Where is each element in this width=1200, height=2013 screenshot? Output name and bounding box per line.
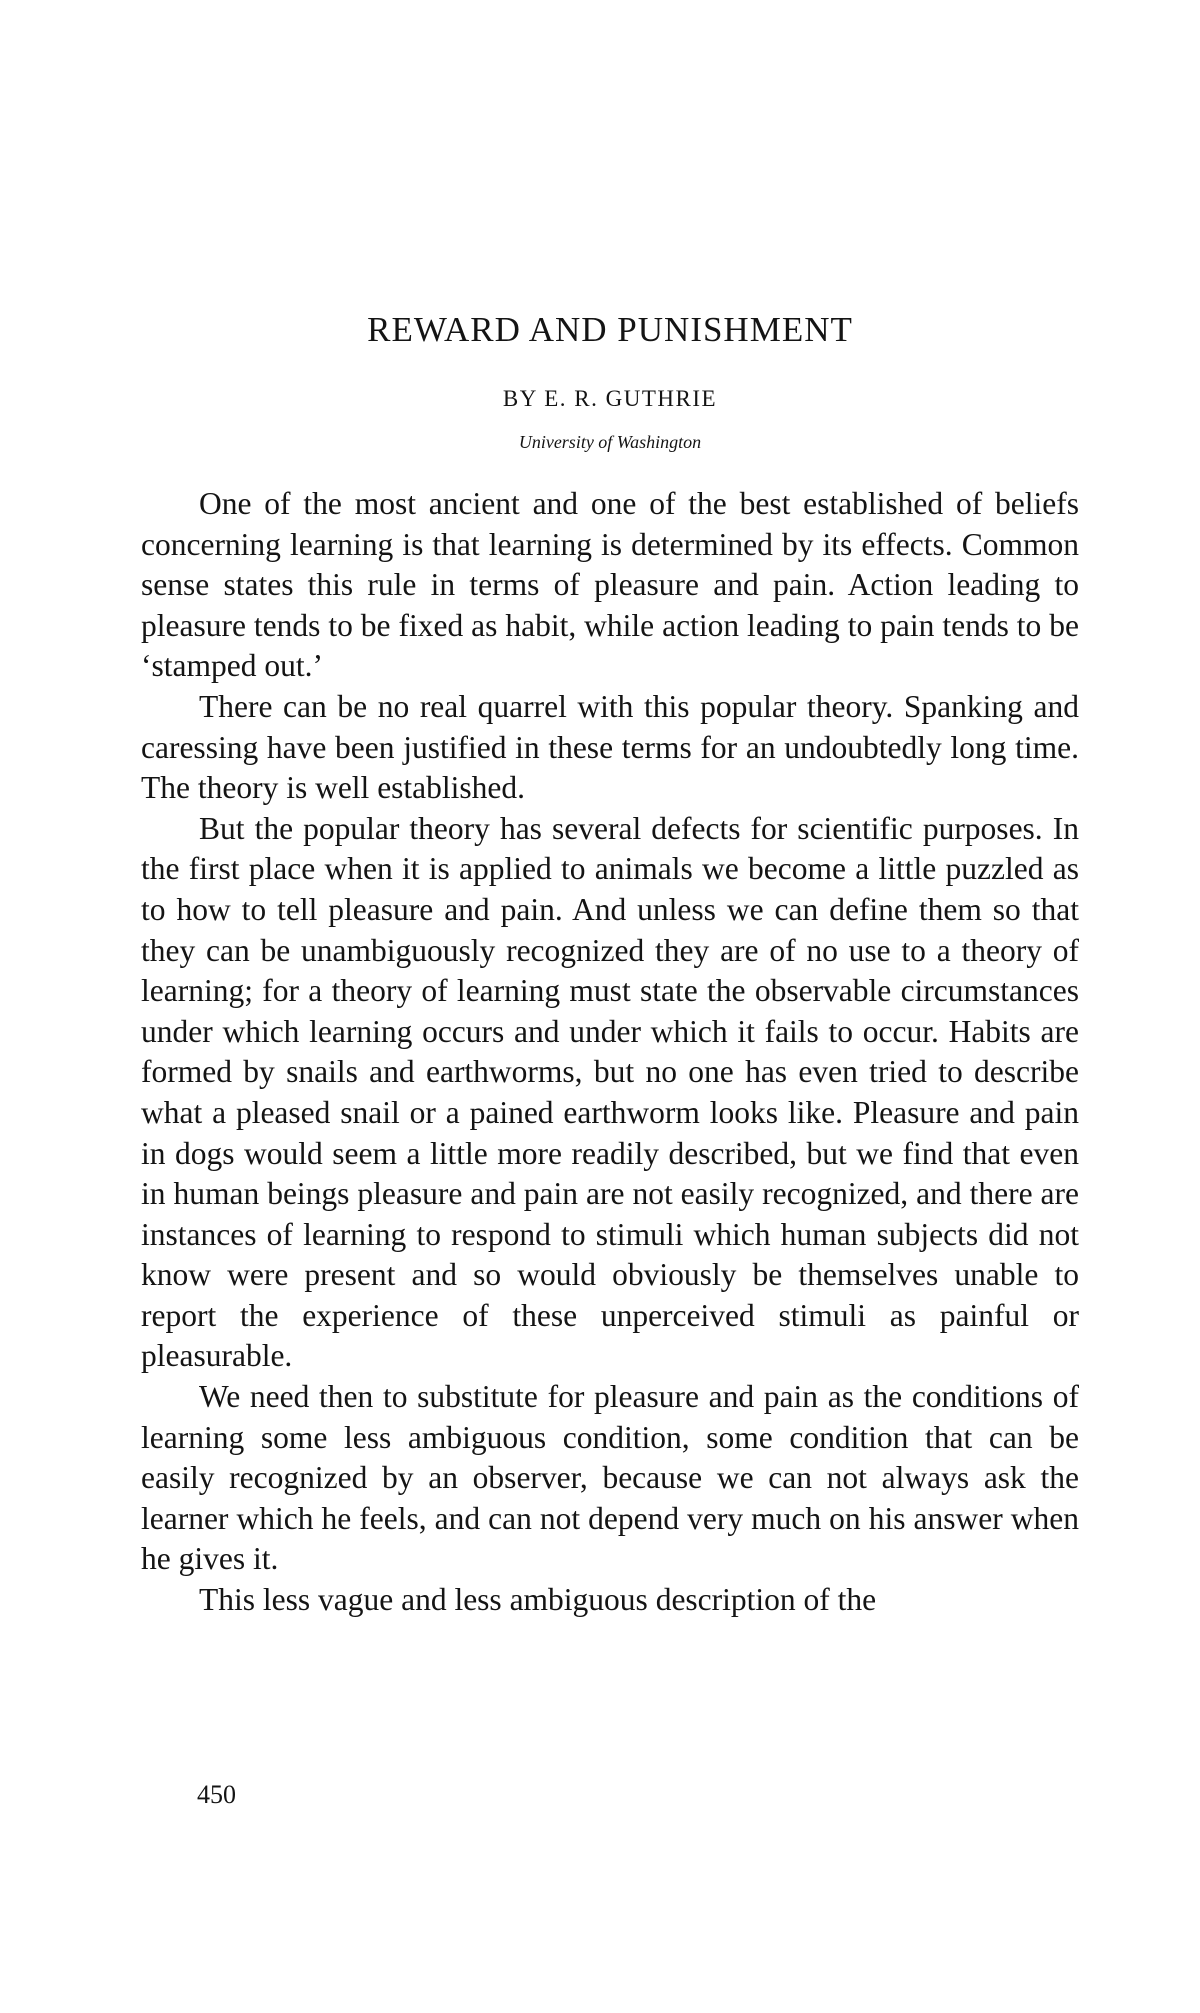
paragraph-2: There can be no real quarrel with this popular theory. Spanking and caressing have been justified in these terms for an undoubtedly long time. The theory is well established. bbox=[141, 688, 1079, 806]
paragraph-3: But the popular theory has several defects for scientific purposes. In the first place when it is applied to animals we become a little puzzled as to how to tell pleasure and pain. And unless we can define them so that they can be unambiguously recognized they are of no use to a theory of learning; for a theory of learning must state the observable circumstances under which learning occurs and under which it fails to occur. Habits are formed by snails and earthworms, but no one has even tried to describe what a pleased snail or a pained earthworm looks like. Pleasure and pain in dogs would seem a little more readily described, but we find that even in human beings pleasure and pain are not easily recognized, and there are instances of learning to respond to stimuli which human subjects did not know were present and so would obviously be themselves unable to report the experience of these unperceived stimuli as painful or pleasurable. bbox=[141, 810, 1079, 1374]
paragraph-4: We need then to substitute for pleasure and pain as the conditions of learning some less ambiguous condition, some condition that can be easily recognized by an observer, because we can not always ask the learner which he feels, and can not depend very much on his answer when he gives it. bbox=[141, 1379, 1079, 1577]
author-byline: BY E. R. GUTHRIE bbox=[502, 386, 718, 411]
page-number: 450 bbox=[197, 1780, 236, 1809]
author-affiliation: University of Washington bbox=[518, 432, 702, 452]
article-body bbox=[141, 484, 1079, 1621]
paragraph-1: One of the most ancient and one of the best established of beliefs concerning learning is that learning is determined by its effects. Common sense states this rule in terms of pleasure and pain. Action leading to pleasure tends to be fixed as habit, while action leading to pain tends to be ‘stamped out.’ bbox=[141, 486, 1079, 684]
paragraph-5: This less vague and less ambiguous description of the bbox=[199, 1582, 877, 1618]
article-title: REWARD AND PUNISHMENT bbox=[367, 310, 853, 349]
